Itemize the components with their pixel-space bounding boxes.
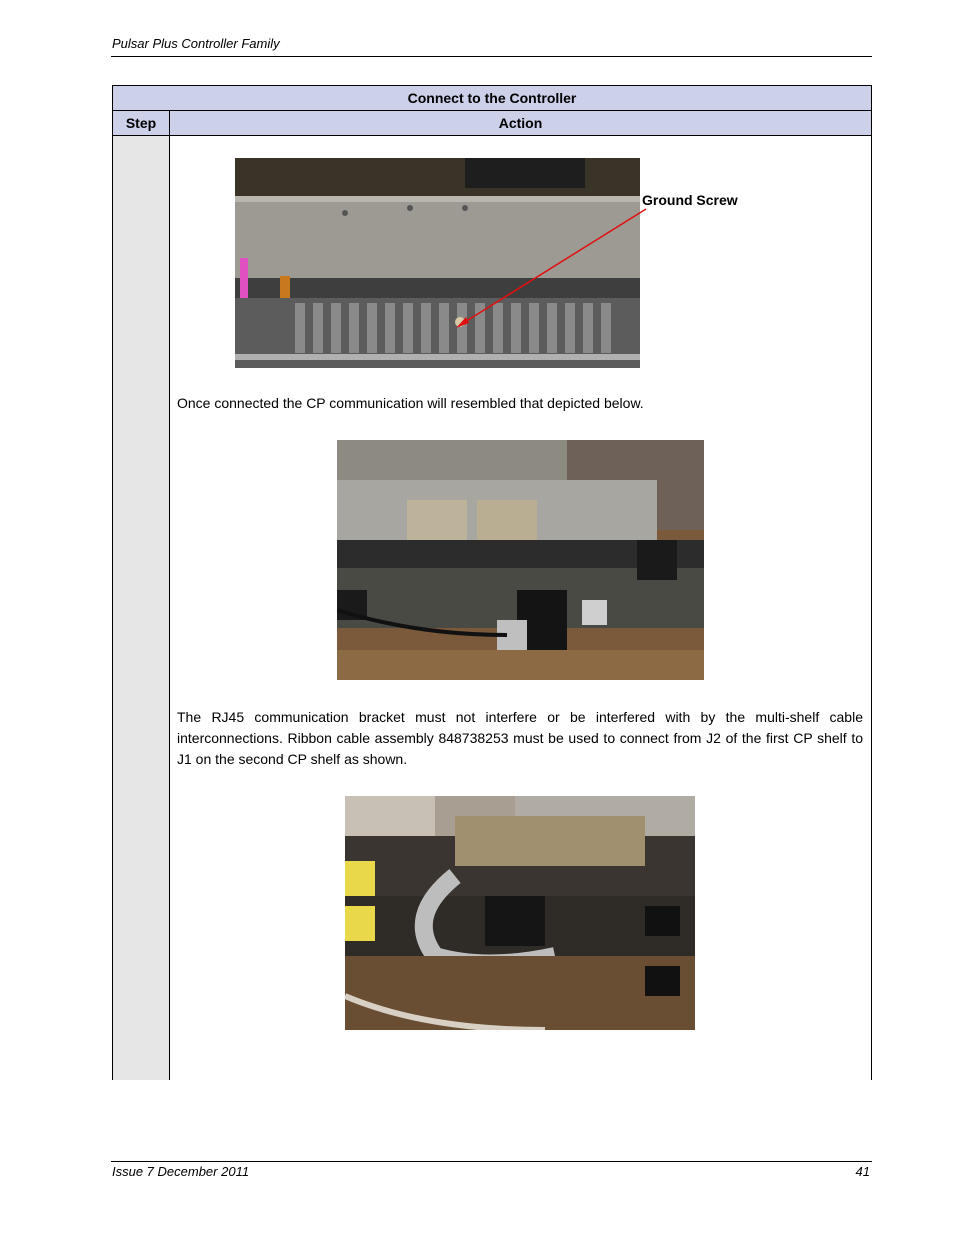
callout-line — [450, 205, 650, 335]
cp-communication-photo — [337, 440, 704, 680]
table-title: Connect to the Controller — [113, 86, 871, 111]
paragraph-ribbon-cable: The RJ45 communication bracket must not interfere or be interfered with by the multi-shelf cable interconnections. Ribbon cable assembly 848738253 must be used to connect from J2 of the first CP shelf to J1 on the second CP shelf as shown. — [177, 709, 863, 767]
running-header: Pulsar Plus Controller Family — [112, 36, 280, 51]
ribbon-cable-photo — [345, 796, 695, 1030]
page-number: 41 — [855, 1164, 870, 1179]
column-header-step: Step — [113, 111, 170, 136]
footer-issue: Issue 7 December 2011 — [112, 1164, 250, 1179]
ground-screw-callout: Ground Screw — [642, 192, 738, 208]
column-header-action: Action — [170, 111, 871, 136]
footer-rule — [111, 1161, 872, 1162]
header-rule — [111, 56, 872, 57]
paragraph-cp-communication: Once connected the CP communication will resembled that depicted below. — [177, 395, 644, 411]
step-cell — [113, 136, 170, 1080]
